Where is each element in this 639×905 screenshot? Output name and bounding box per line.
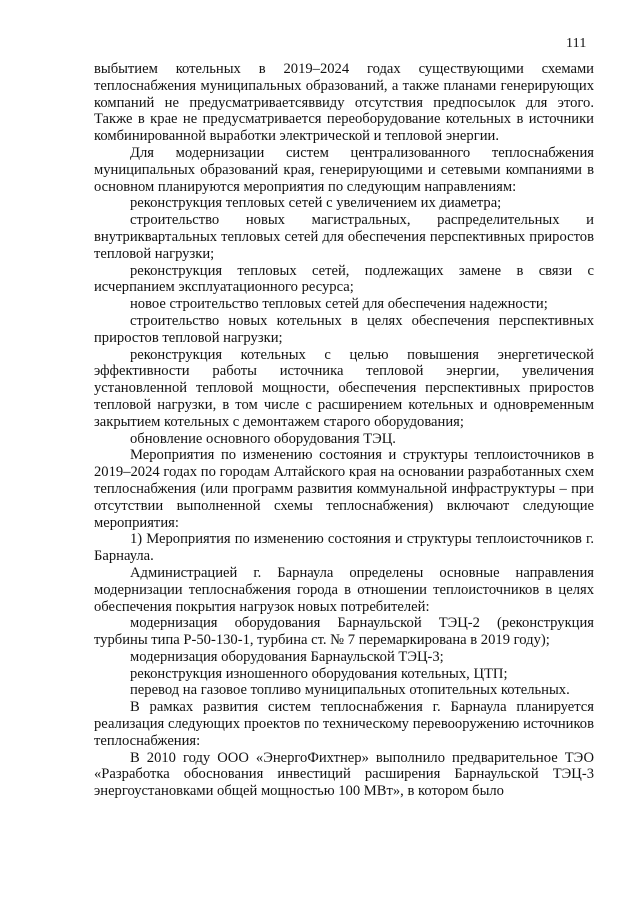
paragraph: строительство новых магистральных, распределительных и внутриквартальных тепловых сетей для обеспечения перспективных приростов тепловой нагрузки;: [94, 212, 594, 262]
paragraph: выбытием котельных в 2019–2024 годах существующими схемами теплоснабжения муниципальных образований, а также планами генерирующих компаний не предусматриваетсяввиду отсутствия предпосылок для этого. Также в крае не предусматривается переоборудование котельных в источники комбинированной выработки электрической и тепловой энергии.: [94, 61, 594, 145]
paragraph: реконструкция котельных с целью повышения энергетической эффективности работы источника тепловой энергии, увеличения установленной тепловой мощности, обеспечения перспективных приростов тепловой нагрузки, в том числе с расширением котельных и одновременным закрытием котельных с демонтажем старого оборудования;: [94, 346, 594, 430]
page-number: 111: [566, 36, 587, 51]
paragraph: В 2010 году ООО «ЭнергоФихтнер» выполнило предварительное ТЭО «Разработка обоснования инвестиций расширения Барнаульской ТЭЦ-3 энергоустановками общей мощностью 100 МВт», в котором было: [94, 749, 594, 800]
paragraph: Мероприятия по изменению состояния и структуры теплоисточников в 2019–2024 годах по городам Алтайского края на основании разработанных схем теплоснабжения (или программ развития коммунальной инфраструктуры – при отсутствии выполненной схемы теплоснабжения) включают следующие мероприятия:: [94, 447, 594, 531]
paragraph: 1) Мероприятия по изменению состояния и структуры теплоисточников г. Барнаула.: [94, 531, 594, 565]
paragraph: обновление основного оборудования ТЭЦ.: [130, 430, 396, 447]
paragraph: модернизация оборудования Барнаульской ТЭЦ-2 (реконструкция турбины типа Р-50-130-1, турбина ст. № 7 перемаркирована в 2019 году);: [94, 615, 594, 649]
paragraph: перевод на газовое топливо муниципальных отопительных котельных.: [130, 682, 570, 699]
paragraph: реконструкция изношенного оборудования котельных, ЦТП;: [130, 665, 508, 682]
paragraph: реконструкция тепловых сетей с увеличением их диаметра;: [130, 195, 502, 212]
paragraph: В рамках развития систем теплоснабжения г. Барнаула планируется реализация следующих проектов по техническому перевооружению источников теплоснабжения:: [94, 699, 594, 749]
paragraph: модернизация оборудования Барнаульской ТЭЦ-3;: [130, 648, 444, 665]
paragraph: строительство новых котельных в целях обеспечения перспективных приростов тепловой нагрузки;: [94, 312, 594, 346]
paragraph: Для модернизации систем централизованного теплоснабжения муниципальных образований края, генерирующими и сетевыми компаниями в основном планируются мероприятия по следующим направлениям:: [94, 144, 594, 195]
paragraph: новое строительство тепловых сетей для обеспечения надежности;: [130, 296, 548, 313]
document-body: [94, 61, 594, 800]
paragraph: реконструкция тепловых сетей, подлежащих замене в связи с исчерпанием эксплуатационного ресурса;: [94, 262, 594, 296]
paragraph: Администрацией г. Барнаула определены основные направления модернизации теплоснабжения города в отношении теплоисточников в целях обеспечения покрытия нагрузок новых потребителей:: [94, 564, 594, 615]
